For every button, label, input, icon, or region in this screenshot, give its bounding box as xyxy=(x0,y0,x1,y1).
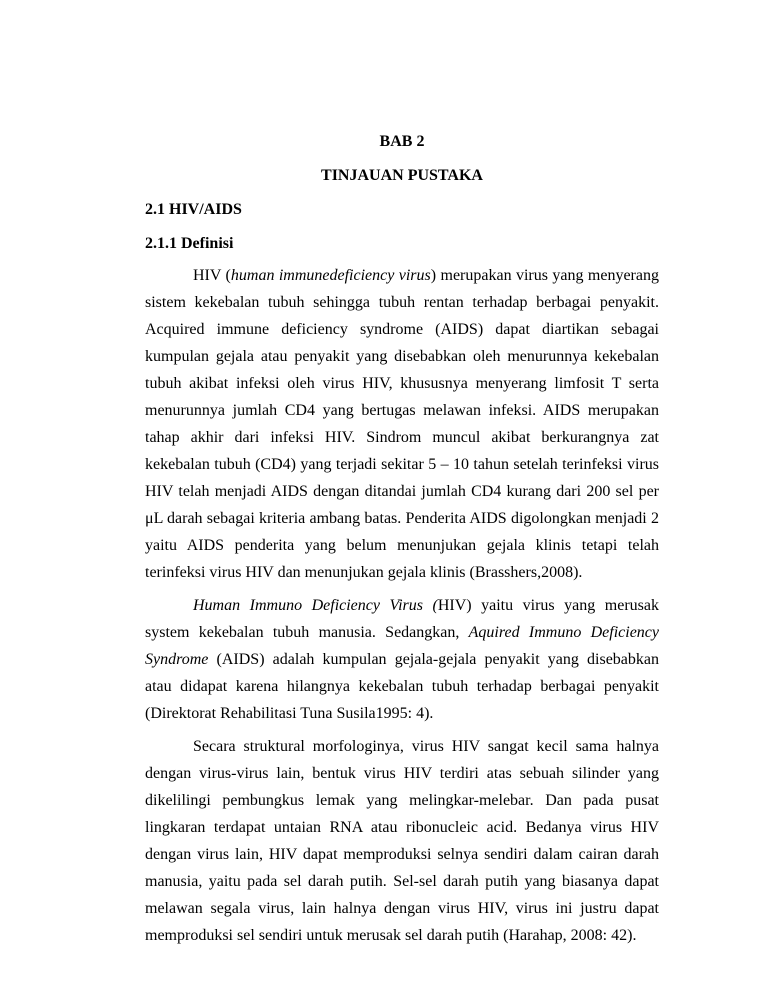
chapter-title: BAB 2 xyxy=(379,133,425,150)
italic-text-segment: human immunedeficiency virus xyxy=(230,267,431,284)
text-segment: Secara struktural morfologinya, virus HIV sangat kecil sama halnya dengan virus-virus lain, bentuk virus HIV terdiri atas sebuah silinder yang dikelilingi pembungkus lemak yang melingkar-melebar. Dan pada pusat lingkaran terdapat untaian RNA atau ribonucleic acid. Bedanya virus HIV dengan virus lain, HIV dapat memproduksi selnya sendiri dalam cairan darah manusia, yaitu pada sel darah putih. Sel-sel darah putih yang biasanya dapat melawan segala virus, lain halnya dengan virus HIV, virus ini justru dapat memproduksi sel sendiri untuk merusak sel darah putih (Harahap, 2008: 42). xyxy=(145,738,659,944)
chapter-subtitle: TINJAUAN PUSTAKA xyxy=(321,167,483,184)
page-content xyxy=(145,132,659,955)
paragraph xyxy=(145,592,659,727)
paragraph xyxy=(145,733,659,949)
subsection-heading: 2.1.1 Definisi xyxy=(145,235,234,252)
italic-text-segment: Human Immuno Deficiency Virus ( xyxy=(193,597,438,614)
italic-text-segment: Aquired Immuno Deficiency Syndrome xyxy=(145,624,659,668)
paragraph xyxy=(145,262,659,586)
text-segment: HIV) yaitu virus yang merusak system kekebalan tubuh manusia. Sedangkan, xyxy=(145,597,659,641)
body-paragraphs xyxy=(145,262,659,949)
section-heading: 2.1 HIV/AIDS xyxy=(145,201,242,218)
text-segment: HIV ( xyxy=(193,267,231,284)
text-segment: ) merupakan virus yang menyerang sistem kekebalan tubuh sehingga tubuh rentan terhadap berbagai penyakit. Acquired immune deficiency syndrome (AIDS) dapat diartikan sebagai kumpulan gejala atau penyakit yang disebabkan oleh menurunnya kekebalan tubuh akibat infeksi oleh virus HIV, khususnya menyerang limfosit T serta menurunnya jumlah CD4 yang bertugas melawan infeksi. AIDS merupakan tahap akhir dari infeksi HIV. Sindrom muncul akibat berkurangnya zat kekebalan tubuh (CD4) yang terjadi sekitar 5 – 10 tahun setelah terinfeksi virus HIV telah menjadi AIDS dengan ditandai jumlah CD4 kurang dari 200 sel per μL darah sebagai kriteria ambang batas. Penderita AIDS digolongkan menjadi 2 yaitu AIDS penderita yang belum menunjukan gejala klinis tetapi telah terinfeksi virus HIV dan menunjukan gejala klinis (Brasshers,2008). xyxy=(145,267,659,581)
text-segment: (AIDS) adalah kumpulan gejala-gejala penyakit yang disebabkan atau didapat karena hilangnya kekebalan tubuh terhadap berbagai penyakit (Direktorat Rehabilitasi Tuna Susila1995: 4). xyxy=(145,651,659,722)
